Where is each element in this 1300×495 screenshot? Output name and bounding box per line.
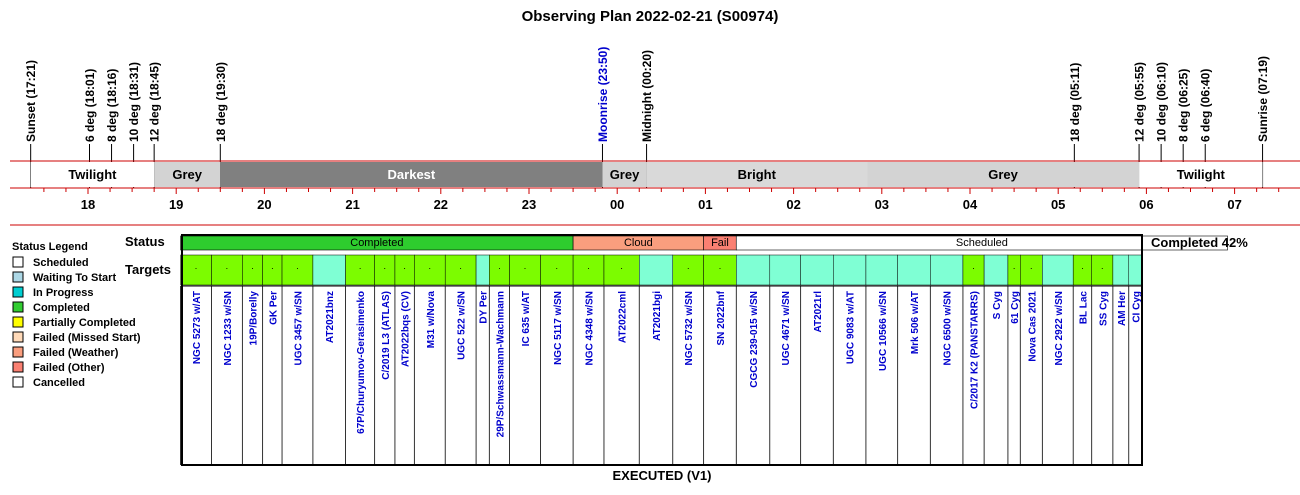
target-done-mark: ·: [686, 263, 690, 273]
legend-item-label: Failed (Weather): [33, 347, 119, 359]
hour-tick-label: 00: [609, 197, 625, 212]
legend-swatch: [13, 332, 23, 342]
target-done-mark: ·: [972, 263, 976, 273]
event-label: Sunrise (07:19): [1256, 55, 1271, 142]
legend-item-label: Failed (Other): [33, 362, 105, 374]
hour-tick-label: 19: [168, 197, 184, 212]
hour-tick-label: 23: [521, 197, 537, 212]
legend-item-label: Partially Completed: [33, 317, 136, 329]
hour-tick-label: 06: [1139, 197, 1154, 212]
event-label: Moonrise (23:50): [595, 46, 610, 142]
target-name: NGC 5117 w/SN: [552, 291, 564, 365]
event-label: 8 deg (18:16): [105, 68, 120, 142]
event-label: 8 deg (06:25): [1176, 68, 1191, 142]
hour-tick-label: 07: [1227, 197, 1242, 212]
target-name: UGC 9083 w/AT: [845, 291, 857, 365]
status-row: [181, 236, 1228, 250]
target-name: C/2019 L3 (ATLAS): [380, 291, 392, 380]
target-block: [898, 255, 931, 285]
legend-item-label: In Progress: [33, 287, 94, 299]
target-name: BL Lac: [1078, 291, 1090, 325]
status-segment-label: Cloud: [623, 237, 653, 249]
target-done-mark: ·: [225, 263, 229, 273]
event-label: Sunset (17:21): [24, 59, 39, 142]
status-segment-label: Completed: [350, 237, 404, 249]
target-done-mark: ·: [555, 263, 559, 273]
sky-segment-label: Darkest: [387, 167, 436, 182]
target-done-mark: ·: [1029, 263, 1033, 273]
event-label: Midnight (00:20): [640, 50, 655, 142]
event-label: 12 deg (18:45): [147, 61, 162, 142]
chart-title: Observing Plan 2022-02-21 (S00974): [521, 8, 779, 25]
target-done-mark: ·: [383, 263, 387, 273]
target-block: [770, 255, 801, 285]
target-name: AT2022bqs (CV): [400, 291, 412, 367]
target-name: C/2017 K2 (PANSTARRS): [969, 291, 981, 410]
target-block: [801, 255, 834, 285]
target-done-mark: ·: [403, 263, 407, 273]
target-block: [639, 255, 673, 285]
sky-condition-bar: [10, 161, 1300, 188]
sky-segment-label: Grey: [609, 167, 640, 182]
target-block: [313, 255, 346, 285]
target-name: CI Cyg: [1131, 291, 1143, 323]
legend-item-label: Completed: [33, 302, 90, 314]
target-name: SN 2022bnf: [715, 291, 727, 346]
hour-axis: [10, 188, 1300, 225]
legend-swatch: [13, 257, 23, 267]
status-legend: [12, 241, 141, 389]
legend-swatch: [13, 377, 23, 387]
event-label: 10 deg (18:31): [127, 61, 142, 142]
target-done-mark: ·: [620, 263, 624, 273]
target-done-mark: ·: [523, 263, 527, 273]
target-done-mark: ·: [587, 263, 591, 273]
target-name: NGC 4348 w/SN: [584, 291, 596, 366]
completion-percent: Completed 42%: [1151, 235, 1248, 250]
event-label: 6 deg (18:01): [82, 68, 97, 142]
hour-tick-label: 18: [80, 197, 96, 212]
hour-tick-label: 05: [1050, 197, 1066, 212]
sky-segment-label: Bright: [737, 167, 776, 182]
hour-tick-label: 21: [345, 197, 360, 212]
legend-swatch: [13, 287, 23, 297]
target-done-mark: ·: [718, 263, 722, 273]
event-label: 18 deg (19:30): [213, 61, 228, 142]
target-done-mark: ·: [358, 263, 362, 273]
event-label: 12 deg (05:55): [1132, 61, 1147, 142]
target-name: AM Her: [1116, 291, 1128, 327]
legend-swatch: [13, 272, 23, 282]
hour-tick-label: 22: [433, 197, 449, 212]
target-name: AT2021bnz: [325, 291, 337, 344]
target-block: [1129, 255, 1142, 285]
sky-segment-label: Grey: [988, 167, 1018, 182]
targets-row-label: Targets: [125, 262, 171, 277]
target-done-mark: ·: [497, 263, 501, 273]
sky-segment-label: Twilight: [68, 167, 117, 182]
event-label: 18 deg (05:11): [1067, 62, 1082, 142]
legend-item-label: Failed (Missed Start): [33, 332, 141, 344]
legend-item-label: Cancelled: [33, 377, 85, 389]
target-done-mark: ·: [295, 263, 299, 273]
target-block: [930, 255, 963, 285]
hour-tick-label: 03: [874, 197, 890, 212]
target-name: GK Per: [268, 291, 280, 325]
hour-tick-label: 20: [257, 197, 272, 212]
target-name: UGC 522 w/SN: [456, 291, 468, 360]
target-done-mark: ·: [1100, 263, 1104, 273]
target-block: [1113, 255, 1129, 285]
target-name: S Cyg: [992, 291, 1004, 320]
status-segment-label: Scheduled: [955, 237, 1008, 249]
legend-swatch: [13, 317, 23, 327]
target-name: UGC 10566 w/SN: [877, 291, 889, 372]
target-name: DY Per: [478, 291, 490, 324]
sky-segment-label: Twilight: [1176, 167, 1225, 182]
sky-segment-label: Grey: [172, 167, 203, 182]
target-name: AT2021rl: [812, 291, 824, 333]
target-block: [1042, 255, 1073, 285]
event-label: 6 deg (06:40): [1198, 68, 1213, 142]
target-done-mark: ·: [1012, 263, 1016, 273]
target-name: NGC 2922 w/SN: [1053, 291, 1065, 366]
legend-item-label: Scheduled: [33, 257, 89, 269]
legend-title: Status Legend: [12, 241, 88, 253]
legend-swatch: [13, 347, 23, 357]
target-name: NGC 5273 w/AT: [192, 291, 204, 365]
target-name: 19P/Borelly: [248, 291, 260, 346]
target-name: NGC 6500 w/SN: [942, 290, 954, 366]
target-block: [984, 255, 1008, 285]
legend-item-label: Waiting To Start: [33, 272, 117, 284]
target-name: Nova Cas 2021: [1027, 291, 1039, 362]
target-done-mark: ·: [250, 263, 254, 273]
target-name: Mrk 506 w/AT: [909, 291, 921, 355]
target-name: 67P/Churyumov-Gerasimenko: [356, 291, 368, 434]
legend-swatch: [13, 362, 23, 372]
target-block: [866, 255, 898, 285]
target-name: CGCG 239-015 w/SN: [749, 291, 761, 388]
target-name: 61 Cyg: [1010, 291, 1022, 324]
status-segment-label: Fail: [711, 237, 729, 249]
target-name: AT2021bgi: [652, 291, 664, 341]
target-done-mark: ·: [270, 263, 274, 273]
event-label: 10 deg (06:10): [1154, 61, 1169, 142]
executed-label: EXECUTED (V1): [612, 468, 712, 483]
hour-tick-label: 02: [786, 197, 801, 212]
target-done-mark: ·: [194, 263, 198, 273]
target-name: 29P/Schwassmann-Wachmann: [495, 291, 507, 438]
target-name: AT2022cml: [617, 291, 629, 344]
target-name: NGC 1233 w/SN: [222, 291, 234, 366]
target-done-mark: ·: [1080, 263, 1084, 273]
target-name: UGC 3457 w/SN: [293, 291, 305, 366]
target-done-mark: ·: [459, 263, 463, 273]
target-name: IC 635 w/AT: [521, 291, 533, 347]
target-block: [736, 255, 770, 285]
legend-swatch: [13, 302, 23, 312]
target-name: NGC 5732 w/SN: [684, 291, 696, 366]
hour-tick-label: 01: [698, 197, 713, 212]
target-name: UGC 4671 w/SN: [781, 291, 793, 366]
target-done-mark: ·: [428, 263, 432, 273]
target-name: SS Cyg: [1098, 291, 1110, 327]
target-block: [476, 255, 489, 285]
hour-tick-label: 04: [962, 197, 978, 212]
targets-row: [181, 255, 1143, 465]
target-name: M31 w/Nova: [425, 291, 437, 349]
status-row-label: Status: [125, 234, 165, 249]
target-block: [833, 255, 866, 285]
